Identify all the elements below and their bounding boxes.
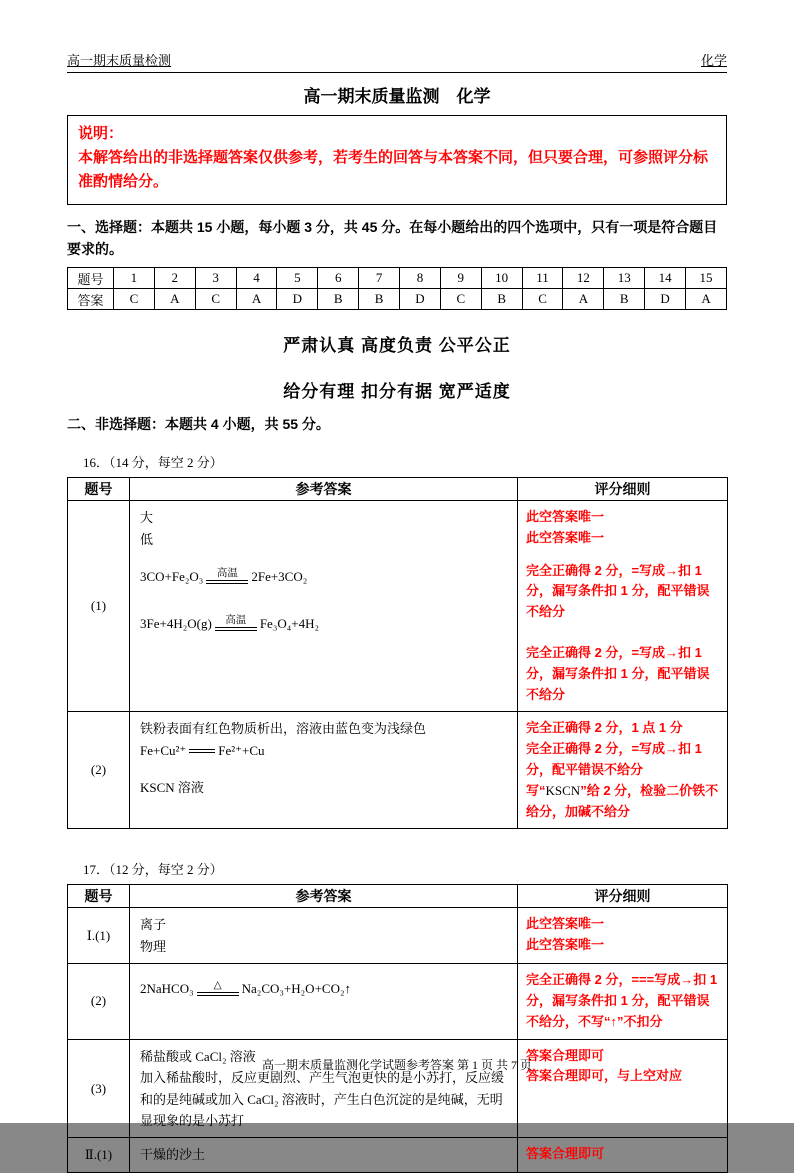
chem-equation bbox=[140, 566, 507, 587]
rubric-text: 答案合理即可，与上空对应 bbox=[526, 1068, 683, 1084]
question17-label: 17．（12 分，每空 2 分） bbox=[83, 862, 223, 878]
equation-left: Fe+Cu²⁺ bbox=[140, 742, 187, 758]
rubric-text: 此空答案唯一 bbox=[526, 509, 605, 525]
column-header-number: 题号 bbox=[68, 478, 130, 501]
mc-number-cell: 7 bbox=[359, 268, 400, 289]
rubric-text: 此空答案唯一 bbox=[526, 529, 605, 545]
question-number: Ⅱ.(1) bbox=[68, 1138, 130, 1172]
table-row bbox=[68, 908, 728, 964]
equation-left: 3CO+Fe₂O₃ bbox=[140, 568, 204, 584]
mc-number-cell: 4 bbox=[236, 268, 277, 289]
equation-condition: 高温 bbox=[225, 615, 247, 627]
column-header-answer: 参考答案 bbox=[130, 885, 518, 908]
answer-cell bbox=[130, 964, 518, 1039]
table-row bbox=[68, 1138, 728, 1172]
table-row bbox=[68, 964, 728, 1039]
equation-left: 2NaHCO₃ bbox=[140, 981, 194, 997]
chem-equation bbox=[140, 740, 507, 761]
question-number: (2) bbox=[68, 712, 130, 829]
table-header-row bbox=[68, 478, 728, 501]
mc-number-cell: 11 bbox=[522, 268, 563, 289]
question16-table bbox=[67, 477, 728, 829]
notice-box bbox=[67, 115, 727, 205]
mc-number-cell: 2 bbox=[154, 268, 195, 289]
slogan-line-2: 给分有理 扣分有据 宽严适度 bbox=[283, 382, 511, 402]
equation-right: 2Fe+3CO₂ bbox=[251, 568, 308, 584]
rubric-cell bbox=[518, 1138, 728, 1172]
mc-answer-row bbox=[68, 289, 727, 310]
mc-number-cell: 3 bbox=[195, 268, 236, 289]
table-row bbox=[68, 712, 728, 829]
double-line bbox=[215, 627, 257, 631]
equation-condition-bar bbox=[206, 568, 248, 584]
double-line bbox=[206, 580, 248, 584]
column-header-rubric: 评分细则 bbox=[518, 885, 728, 908]
rubric-text: 完全正确得 2 分，===写成→扣 1 分，漏写条件扣 1 分，配平错误不给分，不写“↑”不扣分 bbox=[526, 972, 718, 1029]
mc-number-cell: 15 bbox=[686, 268, 727, 289]
mc-number-cell: 6 bbox=[318, 268, 359, 289]
rubric-kscn-text: KSCN bbox=[545, 782, 581, 798]
multiple-choice-table bbox=[67, 267, 727, 310]
mc-answer-cell: A bbox=[236, 289, 277, 310]
answer-text: 物理 bbox=[140, 938, 167, 954]
question17-table bbox=[67, 884, 728, 1172]
mc-number-cell: 14 bbox=[645, 268, 686, 289]
rubric-text bbox=[526, 781, 719, 823]
answer-text: 加入稀盐酸时，反应更剧烈、产生气泡更快的是小苏打，反应缓和的是纯碱或加入 CaCl₂ 溶液时，产生白色沉淀的是纯碱，无明显现象的是小苏打 bbox=[140, 1070, 505, 1128]
mc-number-cell: 5 bbox=[277, 268, 318, 289]
mc-answer-cell: C bbox=[195, 289, 236, 310]
table-row bbox=[68, 1039, 728, 1138]
mc-answer-cell: D bbox=[400, 289, 441, 310]
equation-condition: △ bbox=[213, 979, 222, 991]
rubric-cell bbox=[518, 964, 728, 1039]
rubric-cell bbox=[518, 712, 728, 829]
answer-text: 干燥的沙土 bbox=[140, 1147, 206, 1163]
answer-cell bbox=[130, 1138, 518, 1172]
question16-label: 16．（14 分，每空 2 分） bbox=[83, 455, 223, 471]
answer-cell bbox=[130, 501, 518, 712]
page-header bbox=[67, 50, 727, 73]
mc-answer-cell: B bbox=[604, 289, 645, 310]
rubric-cell bbox=[518, 501, 728, 712]
rubric-text: 完全正确得 2 分，=写成→扣 1 分，漏写条件扣 1 分，配平错误不给分 bbox=[526, 645, 710, 702]
rubric-text: 此空答案唯一 bbox=[526, 916, 605, 932]
equation-right: Fe²⁺+Cu bbox=[218, 742, 265, 758]
equation-condition: 高温 bbox=[216, 567, 238, 579]
rubric-text: 答案合理即可 bbox=[526, 1047, 605, 1063]
mc-number-cell: 12 bbox=[563, 268, 604, 289]
spacer bbox=[140, 635, 507, 649]
page-title: 高一期末质量监测 化学 bbox=[303, 87, 491, 106]
answer-cell bbox=[130, 908, 518, 964]
notice-label: 说明： bbox=[78, 125, 124, 142]
double-line bbox=[189, 749, 215, 753]
answer-text: 铁粉表面有红色物质析出，溶液由蓝色变为浅绿色 bbox=[140, 721, 427, 737]
mc-answer-cell: B bbox=[359, 289, 400, 310]
chem-equation bbox=[140, 978, 507, 999]
column-header-rubric: 评分细则 bbox=[518, 478, 728, 501]
answer-text: 离子 bbox=[140, 917, 167, 933]
header-left-text: 高一期末质量检测 bbox=[67, 53, 172, 68]
mc-number-cell: 10 bbox=[481, 268, 522, 289]
double-line bbox=[197, 992, 239, 996]
mc-answer-cell: B bbox=[481, 289, 522, 310]
answer-text: 低 bbox=[140, 531, 154, 547]
mc-answer-cell: D bbox=[645, 289, 686, 310]
table-header-row bbox=[68, 885, 728, 908]
rubric-text: 完全正确得 2 分，=写成→扣 1 分，配平错误不给分 bbox=[526, 741, 702, 778]
rubric-cell bbox=[518, 1039, 728, 1138]
mc-row-label: 题号 bbox=[68, 268, 114, 289]
page-footer: 高一期末质量监测化学试题参考答案 第 1 页 共 7 页 bbox=[261, 1058, 532, 1072]
rubric-text: 完全正确得 2 分，=写成→扣 1 分，漏写条件扣 1 分，配平错误不给分 bbox=[526, 562, 710, 620]
answer-text: 稀盐酸或 CaCl₂ 溶液 bbox=[140, 1048, 256, 1064]
rubric-cell bbox=[518, 908, 728, 964]
rubric-text: 此空答案唯一 bbox=[526, 937, 605, 953]
answer-cell bbox=[130, 712, 518, 829]
mc-answer-cell: A bbox=[686, 289, 727, 310]
equation-condition-bar bbox=[215, 615, 257, 631]
mc-row-label: 答案 bbox=[68, 289, 114, 310]
mc-number-cell: 13 bbox=[604, 268, 645, 289]
mc-answer-cell: B bbox=[318, 289, 359, 310]
chem-equation bbox=[140, 613, 507, 634]
column-header-number: 题号 bbox=[68, 885, 130, 908]
question-number: (1) bbox=[68, 501, 130, 712]
rubric-text-part: ”给 2 分，检验二价铁不给分，加碱不给分 bbox=[526, 782, 719, 819]
equation-left: 3Fe+4H₂O(g) bbox=[140, 616, 212, 632]
mc-answer-cell: C bbox=[522, 289, 563, 310]
mc-number-cell: 8 bbox=[400, 268, 441, 289]
equation-right: Na₂CO₃+H₂O+CO₂↑ bbox=[241, 981, 351, 997]
mc-answer-cell: C bbox=[440, 289, 481, 310]
column-header-answer: 参考答案 bbox=[130, 478, 518, 501]
mc-number-cell: 9 bbox=[440, 268, 481, 289]
notice-body: 本解答给出的非选择题答案仅供参考，若考生的回答与本答案不同，但只要合理，可参照评分标准酌情给分。 bbox=[78, 149, 709, 190]
mc-answer-cell: A bbox=[563, 289, 604, 310]
mc-number-cell: 1 bbox=[114, 268, 155, 289]
slogan-line-1: 严肃认真 高度负责 公平公正 bbox=[283, 336, 511, 356]
mc-number-row bbox=[68, 268, 727, 289]
answer-text: 大 bbox=[140, 510, 154, 526]
answer-cell bbox=[130, 1039, 518, 1138]
equation-right: Fe₃O₄+4H₂ bbox=[259, 616, 320, 632]
rubric-text: 完全正确得 2 分，1 点 1 分 bbox=[526, 720, 683, 736]
header-right-text: 化学 bbox=[700, 53, 727, 68]
equation-condition-bar bbox=[197, 980, 239, 996]
answer-text: KSCN 溶液 bbox=[140, 780, 204, 796]
mc-answer-cell: D bbox=[277, 289, 318, 310]
mc-answer-cell: C bbox=[114, 289, 155, 310]
question-number: Ⅰ.(1) bbox=[68, 908, 130, 964]
question-number: (3) bbox=[68, 1039, 130, 1138]
table-row bbox=[68, 501, 728, 712]
rubric-text-part: 写“ bbox=[526, 782, 546, 798]
section1-heading: 一、选择题：本题共 15 小题，每小题 3 分，共 45 分。在每小题给出的四个选项中，只有一项是符合题目要求的。 bbox=[67, 219, 718, 257]
question-number: (2) bbox=[68, 964, 130, 1039]
mc-answer-cell: A bbox=[154, 289, 195, 310]
section2-heading: 二、非选择题：本题共 4 小题，共 55 分。 bbox=[67, 416, 330, 433]
rubric-text: 答案合理即可 bbox=[526, 1146, 605, 1162]
